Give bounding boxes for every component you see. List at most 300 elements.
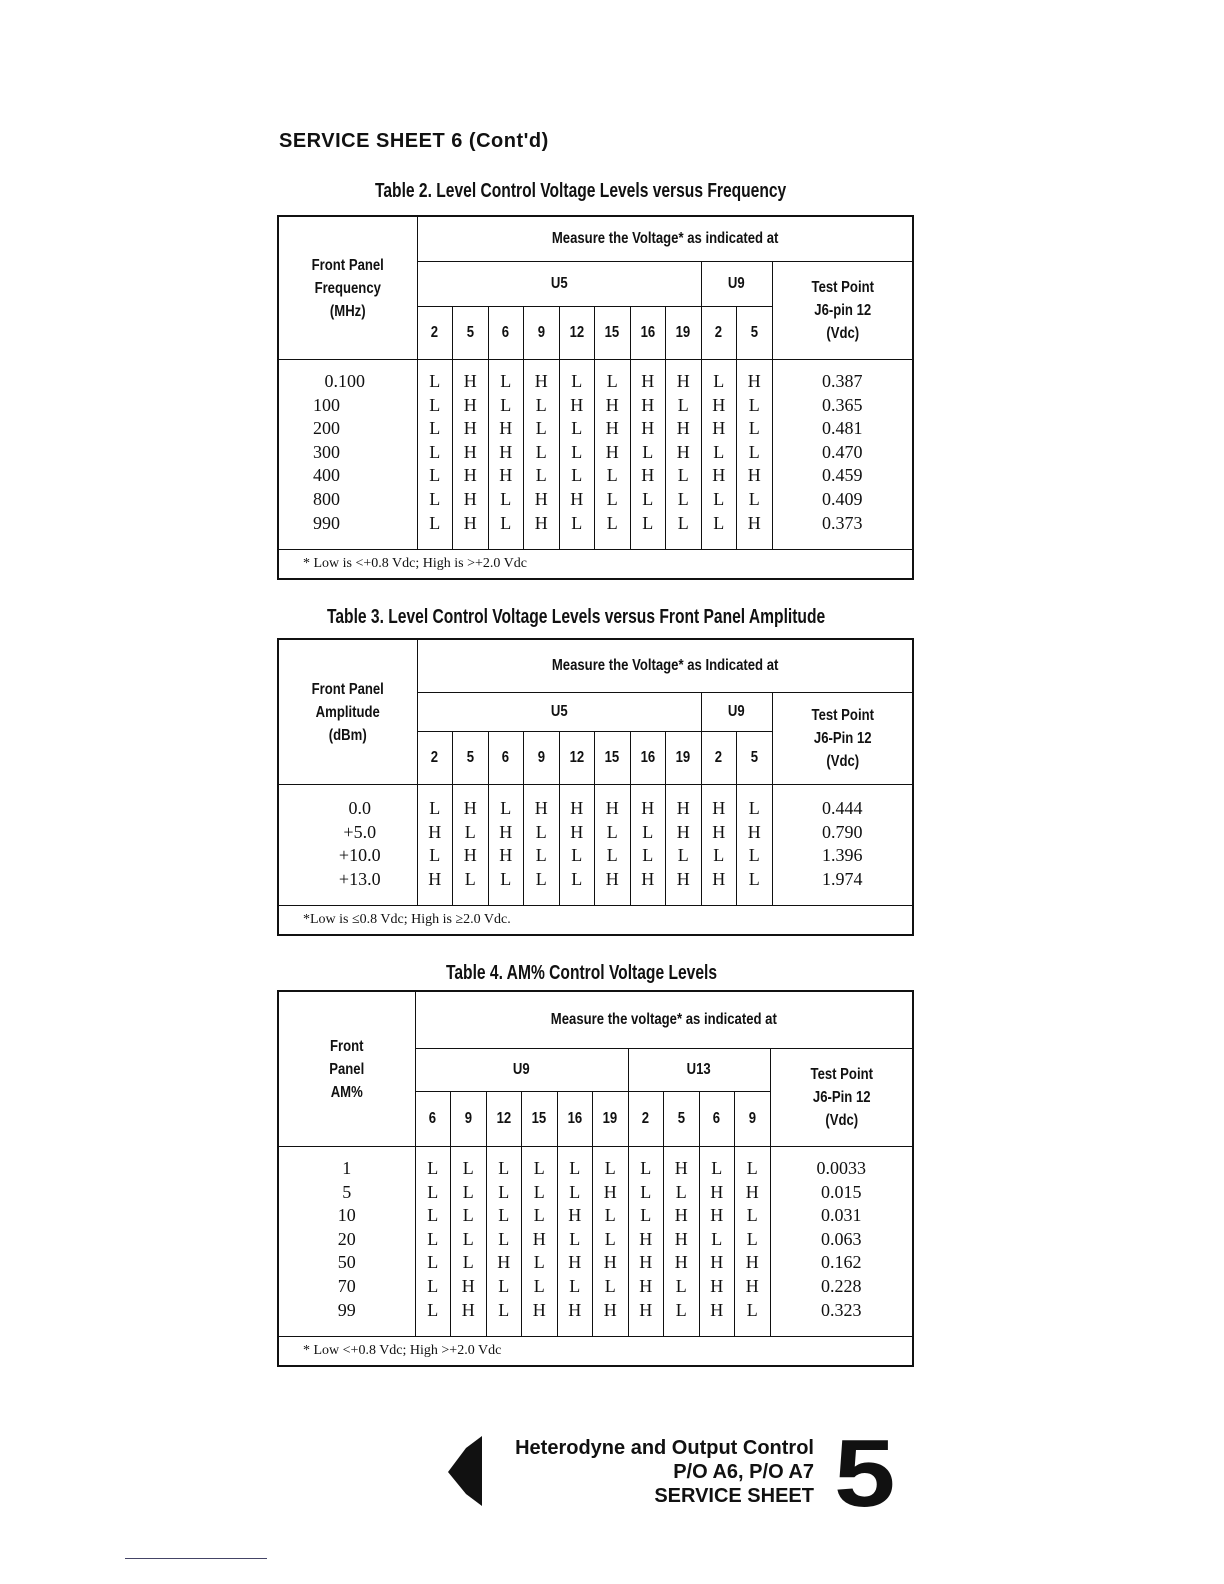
logic-state: H <box>676 868 690 889</box>
row-labels <box>279 785 417 906</box>
pin-number: 5 <box>466 749 474 766</box>
logic-state: H <box>710 1275 724 1296</box>
logic-state: L <box>571 465 583 486</box>
logic-state: L <box>429 845 441 866</box>
logic-state: L <box>533 1181 545 1202</box>
logic-state: H <box>639 1275 653 1296</box>
pin-number: 19 <box>602 1110 618 1127</box>
row-label: 99 <box>337 1299 356 1320</box>
voltage-value: 0.323 <box>821 1299 862 1320</box>
logic-state: L <box>535 394 547 415</box>
pin-number: 16 <box>640 749 656 766</box>
logic-state: H <box>747 512 761 533</box>
logic-state: H <box>499 821 513 842</box>
table4 <box>277 990 914 1367</box>
table4-caption: Table 4. AM% Control Voltage Levels <box>446 962 718 984</box>
logic-state: H <box>461 1275 475 1296</box>
logic-state: L <box>569 1158 581 1178</box>
logic-state: L <box>748 394 760 415</box>
pin-number: 12 <box>569 324 585 341</box>
pin-number: 16 <box>640 324 656 341</box>
test-point-line: Test Point <box>810 1066 873 1083</box>
group-header: Measure the Voltage* as indicated at <box>551 230 778 247</box>
state-column <box>628 1147 664 1337</box>
pin-number: 19 <box>675 749 691 766</box>
logic-state: L <box>498 1299 510 1320</box>
table2 <box>277 215 914 580</box>
pin-number: 19 <box>675 324 691 341</box>
logic-state: H <box>639 1228 653 1249</box>
logic-state: L <box>642 512 654 533</box>
service-sheet-number: 5 <box>833 1420 896 1527</box>
logic-state: L <box>427 1181 439 1202</box>
state-column <box>524 360 560 550</box>
test-point-header <box>772 693 912 785</box>
state-column <box>451 1147 487 1337</box>
footnote: * Low is <+0.8 Vdc; High is >+2.0 Vdc <box>303 556 527 572</box>
voltage-column <box>772 360 912 550</box>
test-point-line: Test Point <box>811 279 874 296</box>
logic-state: H <box>463 798 477 818</box>
logic-state: H <box>674 1252 688 1273</box>
logic-state: H <box>676 821 690 842</box>
test-point-header <box>772 262 912 360</box>
logic-state: L <box>606 821 618 842</box>
logic-state: H <box>712 394 726 415</box>
table2-row-header <box>279 217 417 360</box>
pin-number: 6 <box>502 324 510 341</box>
state-column <box>735 1147 771 1337</box>
logic-state: L <box>640 1205 652 1226</box>
logic-state: H <box>674 1205 688 1226</box>
row-header-line: Front <box>329 1037 364 1055</box>
logic-state: L <box>535 465 547 486</box>
pin-number: 9 <box>748 1110 756 1127</box>
row-label: 0.100 <box>324 371 365 391</box>
logic-state: L <box>429 488 441 509</box>
state-column <box>595 785 631 906</box>
logic-state: L <box>748 488 760 509</box>
table2-caption: Table 2. Level Control Voltage Levels versus Frequency <box>375 180 787 202</box>
test-point-line: J6-Pin 12 <box>812 1089 871 1106</box>
test-point-line: J6-Pin 12 <box>813 730 872 747</box>
row-label: 400 <box>313 465 340 486</box>
logic-state: L <box>535 845 547 866</box>
logic-state: L <box>642 845 654 866</box>
logic-state: L <box>642 441 654 462</box>
logic-state: H <box>712 868 726 889</box>
logic-state: H <box>534 512 548 533</box>
state-column <box>415 1147 451 1337</box>
row-header-line: Frequency <box>314 279 381 297</box>
logic-state: L <box>535 821 547 842</box>
logic-state: H <box>463 394 477 415</box>
pin-number: 5 <box>750 749 758 766</box>
voltage-value: 0.409 <box>822 488 863 509</box>
group-header: Measure the Voltage* as Indicated at <box>551 657 778 674</box>
logic-state: L <box>462 1205 474 1226</box>
logic-state: H <box>570 798 584 818</box>
logic-state: H <box>674 1158 688 1178</box>
logic-state: L <box>675 1299 687 1320</box>
state-column <box>737 360 773 550</box>
footer-line2: P/O A6, P/O A7 <box>673 1461 814 1483</box>
logic-state: H <box>674 1228 688 1249</box>
table3-caption: Table 3. Level Control Voltage Levels versus Front Panel Amplitude <box>327 606 826 628</box>
logic-state: L <box>640 1181 652 1202</box>
logic-state: H <box>641 465 655 486</box>
row-label: +13.0 <box>338 868 381 889</box>
pin-number: 6 <box>713 1110 721 1127</box>
logic-state: L <box>713 371 725 391</box>
divider <box>125 1558 267 1559</box>
logic-state: L <box>498 1158 510 1178</box>
logic-state: H <box>499 441 513 462</box>
logic-state: L <box>640 1158 652 1178</box>
logic-state: L <box>604 1228 616 1249</box>
voltage-value: 0.387 <box>822 371 863 391</box>
footer-line3: SERVICE SHEET <box>654 1485 814 1507</box>
chip-label: U9 <box>728 275 745 292</box>
logic-state: L <box>535 868 547 889</box>
pin-number: 5 <box>677 1110 685 1127</box>
state-column <box>666 785 702 906</box>
test-point-line: J6-pin 12 <box>813 302 871 319</box>
logic-state: H <box>463 488 477 509</box>
logic-state: H <box>641 418 655 439</box>
chip-label: U13 <box>686 1061 712 1078</box>
voltage-value: 0.0033 <box>816 1158 866 1178</box>
logic-state: L <box>429 465 441 486</box>
logic-state: H <box>641 394 655 415</box>
row-header-line: Panel <box>329 1060 365 1078</box>
state-column <box>666 360 702 550</box>
logic-state: H <box>568 1205 582 1226</box>
logic-state: L <box>713 512 725 533</box>
table3 <box>277 638 914 936</box>
pin-number: 9 <box>464 1110 472 1127</box>
logic-state: H <box>710 1252 724 1273</box>
pin-number: 15 <box>604 324 620 341</box>
voltage-column <box>770 1147 912 1337</box>
row-label: +5.0 <box>343 821 377 842</box>
row-label: 50 <box>337 1252 356 1273</box>
voltage-value: 0.063 <box>821 1228 862 1249</box>
row-label: 100 <box>313 394 340 415</box>
logic-state: H <box>712 418 726 439</box>
logic-state: H <box>603 1299 617 1320</box>
logic-state: L <box>713 441 725 462</box>
voltage-value: 0.481 <box>822 418 863 439</box>
voltage-value: 1.974 <box>822 868 863 889</box>
logic-state: H <box>499 465 513 486</box>
logic-state: L <box>427 1275 439 1296</box>
state-column <box>453 360 489 550</box>
logic-state: H <box>676 441 690 462</box>
pin-number: 6 <box>429 1110 437 1127</box>
logic-state: H <box>570 821 584 842</box>
test-point-header <box>770 1049 912 1147</box>
logic-state: H <box>605 418 619 439</box>
logic-state: L <box>606 488 618 509</box>
sheet-title: SERVICE SHEET 6 (Cont'd) <box>279 130 549 152</box>
footer-line1: Heterodyne and Output Control <box>515 1437 814 1459</box>
pin-number: 2 <box>715 749 723 766</box>
logic-state: L <box>711 1158 723 1178</box>
logic-state: H <box>710 1205 724 1226</box>
logic-state: H <box>676 798 690 818</box>
chip-label: U9 <box>728 703 745 720</box>
logic-state: H <box>745 1275 759 1296</box>
state-column <box>593 1147 629 1337</box>
logic-state: L <box>427 1228 439 1249</box>
footnote: *Low is ≤0.8 Vdc; High is ≥2.0 Vdc. <box>303 912 511 928</box>
state-column <box>522 1147 558 1337</box>
state-column <box>559 785 595 906</box>
logic-state: L <box>533 1252 545 1273</box>
logic-state: L <box>571 845 583 866</box>
logic-state: L <box>642 488 654 509</box>
logic-state: H <box>603 1252 617 1273</box>
logic-state: L <box>711 1228 723 1249</box>
logic-state: L <box>427 1252 439 1273</box>
logic-state: H <box>747 465 761 486</box>
logic-state: H <box>463 845 477 866</box>
logic-state: H <box>534 488 548 509</box>
pin-number: 5 <box>466 324 474 341</box>
logic-state: L <box>606 512 618 533</box>
logic-state: H <box>676 371 690 391</box>
logic-state: L <box>604 1275 616 1296</box>
logic-state: L <box>748 418 760 439</box>
logic-state: L <box>746 1228 758 1249</box>
logic-state: L <box>500 868 512 889</box>
logic-state: L <box>462 1252 474 1273</box>
logic-state: H <box>605 798 619 818</box>
logic-state: H <box>712 821 726 842</box>
chip-label: U5 <box>550 275 568 292</box>
logic-state: H <box>605 394 619 415</box>
row-label: +10.0 <box>338 845 381 866</box>
voltage-value: 0.015 <box>821 1181 862 1202</box>
state-column <box>486 1147 522 1337</box>
logic-state: H <box>428 868 442 889</box>
logic-state: H <box>639 1252 653 1273</box>
logic-state: L <box>748 441 760 462</box>
logic-state: H <box>747 371 761 391</box>
logic-state: H <box>463 418 477 439</box>
voltage-value: 0.790 <box>822 821 863 842</box>
logic-state: L <box>464 821 476 842</box>
logic-state: H <box>605 868 619 889</box>
row-label: 20 <box>337 1228 356 1249</box>
logic-state: L <box>464 868 476 889</box>
voltage-value: 0.373 <box>822 512 863 533</box>
logic-state: L <box>677 512 689 533</box>
logic-state: L <box>427 1158 439 1178</box>
logic-state: H <box>532 1299 546 1320</box>
logic-state: H <box>712 798 726 818</box>
logic-state: L <box>746 1205 758 1226</box>
row-label: 300 <box>313 441 340 462</box>
row-label: 800 <box>313 488 340 509</box>
logic-state: L <box>569 1228 581 1249</box>
state-column <box>701 785 737 906</box>
voltage-value: 0.162 <box>821 1252 862 1273</box>
logic-state: L <box>569 1181 581 1202</box>
state-column <box>630 785 666 906</box>
state-column <box>664 1147 700 1337</box>
pin-number: 6 <box>502 749 510 766</box>
pin-number: 12 <box>569 749 585 766</box>
logic-state: L <box>746 1299 758 1320</box>
logic-state: L <box>675 1181 687 1202</box>
logic-state: L <box>713 845 725 866</box>
logic-state: L <box>429 371 441 391</box>
logic-state: L <box>606 465 618 486</box>
logic-state: H <box>712 465 726 486</box>
row-label: 990 <box>313 512 340 533</box>
logic-state: L <box>533 1205 545 1226</box>
state-column <box>595 360 631 550</box>
row-label: 1 <box>342 1158 352 1178</box>
row-header-line: AM% <box>330 1083 363 1101</box>
state-column <box>417 360 453 550</box>
logic-state: L <box>571 441 583 462</box>
voltage-value: 0.470 <box>822 441 863 462</box>
logic-state: L <box>748 798 760 818</box>
logic-state: H <box>570 488 584 509</box>
pin-number: 2 <box>431 324 439 341</box>
logic-state: L <box>571 418 583 439</box>
logic-state: L <box>498 1205 510 1226</box>
logic-state: L <box>462 1158 474 1178</box>
row-header-line: (dBm) <box>328 726 367 744</box>
logic-state: L <box>533 1158 545 1178</box>
logic-state: H <box>428 821 442 842</box>
logic-state: L <box>427 1299 439 1320</box>
logic-state: L <box>571 371 583 391</box>
pin-number: 2 <box>642 1110 650 1127</box>
voltage-value: 0.228 <box>821 1275 862 1296</box>
back-arrow-icon <box>448 1436 484 1506</box>
logic-state: L <box>746 1158 758 1178</box>
logic-state: L <box>535 418 547 439</box>
row-header-line: (MHz) <box>329 302 366 320</box>
voltage-column <box>772 785 912 906</box>
row-header-line: Front Panel <box>311 256 384 274</box>
logic-state: L <box>500 488 512 509</box>
pin-number: 12 <box>496 1110 512 1127</box>
logic-state: L <box>429 512 441 533</box>
state-column <box>453 785 489 906</box>
logic-state: H <box>570 394 584 415</box>
logic-state: H <box>603 1181 617 1202</box>
state-column <box>488 785 524 906</box>
table4-row-header <box>279 992 415 1147</box>
logic-state: L <box>677 845 689 866</box>
pin-number: 9 <box>537 324 545 341</box>
row-label: 5 <box>342 1181 352 1202</box>
logic-state: L <box>748 845 760 866</box>
row-header-line: Front Panel <box>311 680 384 698</box>
logic-state: H <box>710 1181 724 1202</box>
logic-state: L <box>748 868 760 889</box>
logic-state: H <box>534 371 548 391</box>
state-column <box>559 360 595 550</box>
logic-state: H <box>568 1252 582 1273</box>
state-column <box>737 785 773 906</box>
voltage-value: 0.365 <box>822 394 863 415</box>
logic-state: H <box>747 821 761 842</box>
logic-state: H <box>463 441 477 462</box>
chip-label: U9 <box>513 1061 530 1078</box>
test-point-line: (Vdc) <box>825 325 859 342</box>
table3-row-header <box>279 640 417 785</box>
logic-state: L <box>571 512 583 533</box>
chip-label: U5 <box>550 703 568 720</box>
logic-state: H <box>605 441 619 462</box>
logic-state: L <box>429 798 441 818</box>
row-label: 200 <box>313 418 340 439</box>
logic-state: L <box>498 1181 510 1202</box>
logic-state: H <box>499 418 513 439</box>
logic-state: L <box>429 418 441 439</box>
logic-state: H <box>463 371 477 391</box>
pin-number: 9 <box>537 749 545 766</box>
logic-state: L <box>677 465 689 486</box>
logic-state: H <box>710 1299 724 1320</box>
pin-number: 16 <box>567 1110 583 1127</box>
logic-state: L <box>675 1275 687 1296</box>
row-labels <box>279 360 417 550</box>
logic-state: H <box>641 371 655 391</box>
logic-state: H <box>641 798 655 818</box>
logic-state: L <box>429 394 441 415</box>
logic-state: H <box>463 512 477 533</box>
row-labels <box>279 1147 415 1337</box>
test-point-line: (Vdc) <box>824 1112 858 1129</box>
logic-state: H <box>461 1299 475 1320</box>
state-column <box>557 1147 593 1337</box>
logic-state: H <box>745 1181 759 1202</box>
logic-state: H <box>676 418 690 439</box>
logic-state: L <box>500 394 512 415</box>
logic-state: L <box>713 488 725 509</box>
row-label: 10 <box>337 1205 356 1226</box>
pin-number: 5 <box>750 324 758 341</box>
logic-state: H <box>641 868 655 889</box>
state-column <box>488 360 524 550</box>
logic-state: L <box>604 1158 616 1178</box>
logic-state: L <box>535 441 547 462</box>
test-point-line: (Vdc) <box>825 753 859 770</box>
voltage-value: 0.444 <box>822 798 863 818</box>
logic-state: L <box>606 371 618 391</box>
voltage-value: 1.396 <box>822 845 863 866</box>
logic-state: L <box>500 512 512 533</box>
logic-state: L <box>500 371 512 391</box>
logic-state: L <box>569 1275 581 1296</box>
logic-state: L <box>604 1205 616 1226</box>
test-point-line: Test Point <box>811 707 874 724</box>
logic-state: L <box>500 798 512 818</box>
logic-state: H <box>568 1299 582 1320</box>
pin-number: 2 <box>431 749 439 766</box>
logic-state: L <box>462 1228 474 1249</box>
logic-state: H <box>639 1299 653 1320</box>
pin-number: 15 <box>604 749 620 766</box>
